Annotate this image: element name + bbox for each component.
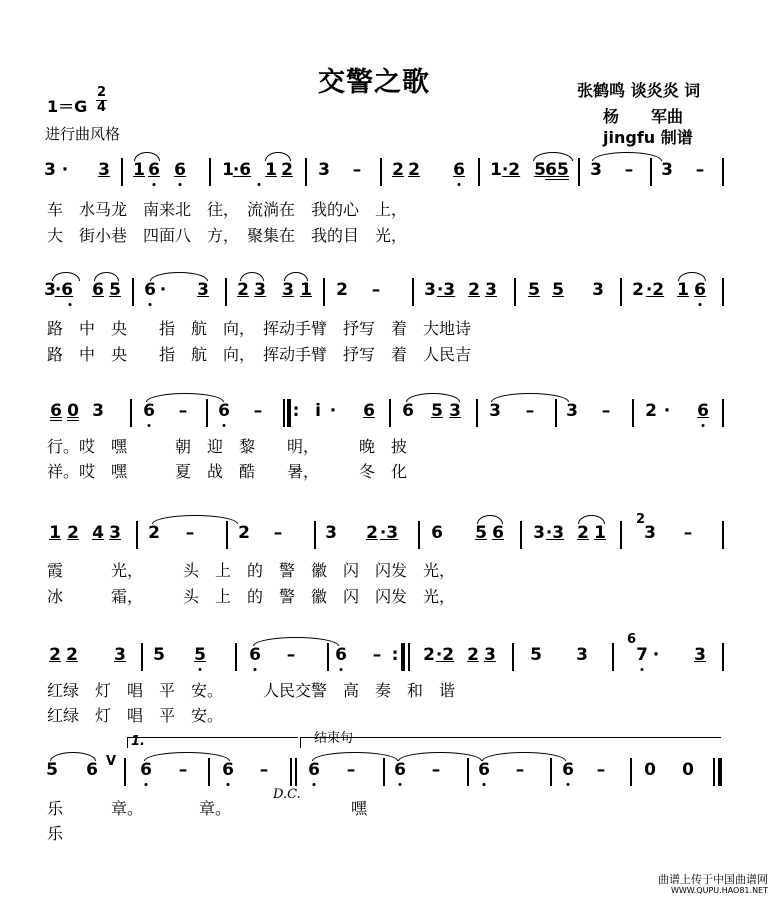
slur — [134, 152, 160, 161]
notation-row-3 — [0, 393, 772, 433]
note-glyph: 2 — [237, 280, 249, 300]
octave-dot — [699, 303, 702, 306]
slur — [592, 152, 662, 161]
note-glyph: 3 — [484, 645, 496, 665]
da-capo-mark: D.C. — [273, 787, 301, 802]
note-glyph: 2 — [577, 523, 589, 543]
ending-phrase-bracket — [300, 737, 721, 748]
note-glyph: – — [253, 401, 263, 421]
octave-dot — [179, 183, 182, 186]
note-glyph: 5 — [552, 280, 564, 300]
note-glyph: 3 — [592, 280, 604, 300]
slur — [146, 393, 224, 402]
barline — [408, 643, 410, 671]
octave-dot — [153, 183, 156, 186]
note-glyph: – — [695, 160, 705, 180]
lyricist-credit: 张鹤鸣 谈炎炎 词 — [577, 81, 701, 100]
octave-dot — [458, 183, 461, 186]
barline — [226, 521, 228, 549]
note-glyph: 2 — [423, 645, 435, 665]
octave-dot — [69, 303, 72, 306]
octave-dot — [483, 783, 486, 786]
note-glyph: · — [663, 401, 671, 421]
note-glyph: · — [159, 280, 167, 300]
note-glyph: 3 — [114, 645, 126, 665]
barline — [713, 758, 715, 786]
barline — [124, 758, 126, 786]
note-glyph: 3 — [449, 401, 461, 421]
note-glyph: 3 — [590, 160, 602, 180]
note-glyph: – — [624, 160, 634, 180]
octave-dot — [567, 783, 570, 786]
note-glyph: 6 — [308, 760, 320, 780]
octave-dot — [313, 783, 316, 786]
slur — [284, 272, 308, 281]
octave-dot — [702, 424, 705, 427]
note-glyph: – — [683, 523, 693, 543]
time-signature-bottom: 4 — [96, 100, 107, 115]
footer-site-name: 曲谱上传于中国曲谱网 — [658, 873, 768, 886]
barline — [632, 399, 634, 427]
barline — [209, 158, 211, 186]
barline — [476, 399, 478, 427]
barline — [389, 399, 391, 427]
note-glyph: 5 — [153, 645, 165, 665]
note-glyph: 6 — [144, 280, 156, 300]
note-glyph: i — [315, 401, 321, 421]
slur — [406, 393, 460, 402]
lyrics-row-6-verse-2: 乐 — [47, 824, 64, 843]
notation-row-6 — [0, 752, 772, 792]
note-glyph: – — [273, 523, 283, 543]
lyrics-row-3-verse-2: 祥。哎 嘿 夏 战 酷 暑， 冬 化 — [47, 462, 408, 481]
note-glyph: ·3 — [379, 523, 399, 543]
note-glyph: 65 — [545, 160, 569, 180]
slur — [240, 272, 264, 281]
note-glyph: – — [286, 645, 296, 665]
notation-row-2 — [0, 272, 772, 312]
note-glyph: 0 — [67, 401, 79, 421]
note-glyph: 7 — [636, 645, 648, 665]
ending-phrase-label: 结束句 — [314, 731, 354, 746]
barline — [225, 278, 227, 306]
barline — [578, 158, 580, 186]
note-glyph: · — [329, 401, 337, 421]
octave-dot — [145, 783, 148, 786]
note-glyph: ·6 — [54, 280, 74, 300]
note-glyph: – — [525, 401, 535, 421]
barline — [467, 758, 469, 786]
note-glyph: 3 — [282, 280, 294, 300]
note-glyph: – — [185, 523, 195, 543]
slur — [578, 515, 605, 524]
note-glyph: 3 — [44, 160, 56, 180]
note-glyph: : — [391, 645, 399, 665]
song-title: 交警之歌 — [318, 67, 430, 98]
note-glyph: – — [372, 645, 382, 665]
note-glyph: – — [259, 760, 269, 780]
lyrics-row-3-verse-1: 行。哎 嘿 朝 迎 黎 明， 晚 披 — [47, 437, 408, 456]
barline — [630, 758, 632, 786]
barline — [412, 278, 414, 306]
note-glyph: 5 — [431, 401, 443, 421]
note-glyph: 6 — [143, 401, 155, 421]
note-glyph: – — [596, 760, 606, 780]
barline — [283, 399, 285, 427]
barline — [136, 521, 138, 549]
note-glyph: 3 — [325, 523, 337, 543]
barline — [327, 643, 329, 671]
barline — [132, 278, 134, 306]
barline — [514, 278, 516, 306]
note-glyph: 6 — [562, 760, 574, 780]
slur — [52, 272, 80, 281]
note-glyph: · — [61, 160, 69, 180]
footer-url: WWW.QUPU.HAO81.NET — [670, 886, 768, 895]
barline — [235, 643, 237, 671]
barline — [130, 399, 132, 427]
note-glyph: 2 — [468, 280, 480, 300]
barline — [141, 643, 143, 671]
note-glyph: ·6 — [232, 160, 252, 180]
site-footer — [658, 874, 768, 896]
barline — [512, 643, 514, 671]
barline — [718, 758, 722, 786]
slur — [312, 752, 398, 761]
slur — [50, 752, 96, 761]
barline — [323, 278, 325, 306]
note-glyph: 2 — [66, 645, 78, 665]
lyrics-row-5-verse-2: 红绿 灯 唱 平 安。 — [47, 706, 224, 725]
note-glyph: 6 — [363, 401, 375, 421]
note-glyph: 6 — [148, 160, 160, 180]
first-ending-bracket — [127, 737, 298, 748]
barline — [550, 758, 552, 786]
note-glyph: 2 — [238, 523, 250, 543]
barline — [208, 758, 210, 786]
lyrics-row-2-verse-2: 路 中 央 指 航 向， 挥动手臂 抒写 着 人民吉 — [47, 345, 472, 364]
note-glyph: : — [292, 401, 300, 421]
note-glyph: 5 — [109, 280, 121, 300]
slur — [94, 272, 119, 281]
barline — [555, 399, 557, 427]
note-glyph: 3 — [576, 645, 588, 665]
note-glyph: 2 — [645, 401, 657, 421]
note-glyph: 5 — [475, 523, 487, 543]
note-glyph: 1 — [133, 160, 145, 180]
barline — [722, 521, 724, 549]
note-glyph: 2 — [366, 523, 378, 543]
slur — [477, 515, 503, 524]
note-glyph: 5 — [194, 645, 206, 665]
note-glyph: 2 — [49, 645, 61, 665]
octave-dot — [258, 183, 261, 186]
note-glyph: 3 — [694, 645, 706, 665]
time-signature-top: 2 — [96, 85, 107, 100]
note-glyph: 3 — [489, 401, 501, 421]
note-glyph: 3 — [98, 160, 110, 180]
barline — [520, 521, 522, 549]
barline — [612, 643, 614, 671]
note-glyph: 5 — [534, 160, 546, 180]
barline — [722, 158, 724, 186]
note-glyph: – — [515, 760, 525, 780]
barline — [287, 399, 291, 427]
lyrics-row-1-verse-2: 大 街小巷 四面八 方， 聚集在 我的目 光， — [47, 226, 408, 245]
breath-mark: V — [106, 754, 117, 769]
slur — [533, 152, 573, 161]
key-signature: 1＝G — [47, 97, 88, 116]
note-glyph: ·3 — [436, 280, 456, 300]
note-glyph: 3 — [197, 280, 209, 300]
lyrics-row-5-verse-1: 红绿 灯 唱 平 安。 人民交警 高 奏 和 谐 — [47, 681, 456, 700]
note-glyph: 1 — [594, 523, 606, 543]
slur — [265, 152, 291, 161]
note-glyph: ·2 — [501, 160, 521, 180]
note-glyph: 1 — [300, 280, 312, 300]
note-glyph: 6 — [174, 160, 186, 180]
note-glyph: 6 — [453, 160, 465, 180]
slur — [398, 752, 482, 761]
note-glyph: 3 — [485, 280, 497, 300]
style-marking: 进行曲风格 — [45, 125, 121, 143]
note-glyph: 6 — [218, 401, 230, 421]
note-glyph: 6 — [394, 760, 406, 780]
note-glyph: 4 — [92, 523, 104, 543]
note-glyph: 5 — [528, 280, 540, 300]
notation-row-1 — [0, 152, 772, 192]
note-glyph: ·3 — [545, 523, 565, 543]
barline — [314, 521, 316, 549]
barline — [722, 278, 724, 306]
note-glyph: 2 — [67, 523, 79, 543]
barline — [305, 158, 307, 186]
octave-dot — [223, 424, 226, 427]
note-glyph: 6 — [92, 280, 104, 300]
note-glyph: 3 — [318, 160, 330, 180]
note-glyph: – — [601, 401, 611, 421]
note-glyph: ·2 — [435, 645, 455, 665]
grace-note-b: 6 — [627, 632, 637, 647]
note-glyph: 2 — [392, 160, 404, 180]
slur — [482, 752, 566, 761]
note-glyph: – — [371, 280, 381, 300]
note-glyph: 1 — [222, 160, 234, 180]
barline — [295, 758, 297, 786]
note-glyph: 1 — [265, 160, 277, 180]
notation-row-5 — [0, 632, 772, 677]
note-glyph: 3 — [44, 280, 56, 300]
note-glyph: 6 — [697, 401, 709, 421]
note-glyph: 3 — [109, 523, 121, 543]
note-glyph: 6 — [335, 645, 347, 665]
barline — [722, 399, 724, 427]
note-glyph: 2 — [336, 280, 348, 300]
note-glyph: 2 — [148, 523, 160, 543]
lyrics-row-6-verse-1: 乐 章。 章。 嘿 — [47, 799, 368, 818]
note-glyph: – — [346, 760, 356, 780]
note-glyph: 6 — [492, 523, 504, 543]
note-glyph: 6 — [249, 645, 261, 665]
note-glyph: 6 — [694, 280, 706, 300]
barline — [722, 643, 724, 671]
octave-dot — [399, 783, 402, 786]
lyrics-row-2-verse-1: 路 中 央 指 航 向， 挥动手臂 抒写 着 大地诗 — [47, 319, 472, 338]
engraver-credit: jingfu 制谱 — [603, 128, 693, 147]
barline — [290, 758, 292, 786]
barline — [380, 158, 382, 186]
octave-dot — [227, 783, 230, 786]
barline — [620, 521, 622, 549]
grace-note-a: 2 — [636, 512, 646, 527]
octave-dot — [149, 303, 152, 306]
note-glyph: 6 — [478, 760, 490, 780]
time-signature — [96, 86, 107, 115]
note-glyph: 3 — [566, 401, 578, 421]
note-glyph: – — [431, 760, 441, 780]
octave-dot — [254, 668, 257, 671]
slur — [678, 272, 706, 281]
note-glyph: – — [178, 760, 188, 780]
note-glyph: – — [352, 160, 362, 180]
note-glyph: 2 — [281, 160, 293, 180]
octave-dot — [340, 668, 343, 671]
note-glyph: 5 — [530, 645, 542, 665]
barline — [206, 399, 208, 427]
note-glyph: 5 — [46, 760, 58, 780]
note-glyph: 0 — [644, 760, 656, 780]
barline — [383, 758, 385, 786]
notation-row-4 — [0, 512, 772, 555]
note-glyph: 1 — [490, 160, 502, 180]
note-glyph: – — [178, 401, 188, 421]
note-glyph: 3 — [254, 280, 266, 300]
note-glyph: 6 — [222, 760, 234, 780]
barline — [650, 158, 652, 186]
barline — [418, 521, 420, 549]
octave-dot — [148, 424, 151, 427]
barline — [401, 643, 405, 671]
slur — [144, 752, 230, 761]
note-glyph: · — [652, 645, 660, 665]
note-glyph: 6 — [50, 401, 62, 421]
note-glyph: 1 — [49, 523, 61, 543]
note-glyph: 6 — [86, 760, 98, 780]
note-glyph: 3 — [424, 280, 436, 300]
note-glyph: 3 — [533, 523, 545, 543]
lyrics-row-4-verse-2: 冰 霜， 头 上 的 警 徽 闪 闪发 光， — [47, 587, 456, 606]
slur — [491, 393, 569, 402]
note-glyph: 0 — [682, 760, 694, 780]
first-ending-label: 1. — [131, 734, 145, 749]
note-glyph: 2 — [408, 160, 420, 180]
slur — [150, 272, 208, 281]
octave-dot — [641, 668, 644, 671]
barline — [478, 158, 480, 186]
lyrics-row-4-verse-1: 霞 光， 头 上 的 警 徽 闪 闪发 光， — [47, 561, 456, 580]
note-glyph: 2 — [467, 645, 479, 665]
note-glyph: 2 — [632, 280, 644, 300]
composer-credit: 杨 军曲 — [603, 107, 684, 126]
note-glyph: 3 — [661, 160, 673, 180]
barline — [121, 158, 123, 186]
lyrics-row-1-verse-1: 车 水马龙 南来北 往， 流淌在 我的心 上， — [47, 200, 408, 219]
note-glyph: 3 — [92, 401, 104, 421]
note-glyph: 6 — [431, 523, 443, 543]
barline — [620, 278, 622, 306]
note-glyph: 6 — [402, 401, 414, 421]
note-glyph: 1 — [677, 280, 689, 300]
note-glyph: 3 — [644, 523, 656, 543]
note-glyph: ·2 — [645, 280, 665, 300]
note-glyph: 6 — [140, 760, 152, 780]
octave-dot — [199, 668, 202, 671]
